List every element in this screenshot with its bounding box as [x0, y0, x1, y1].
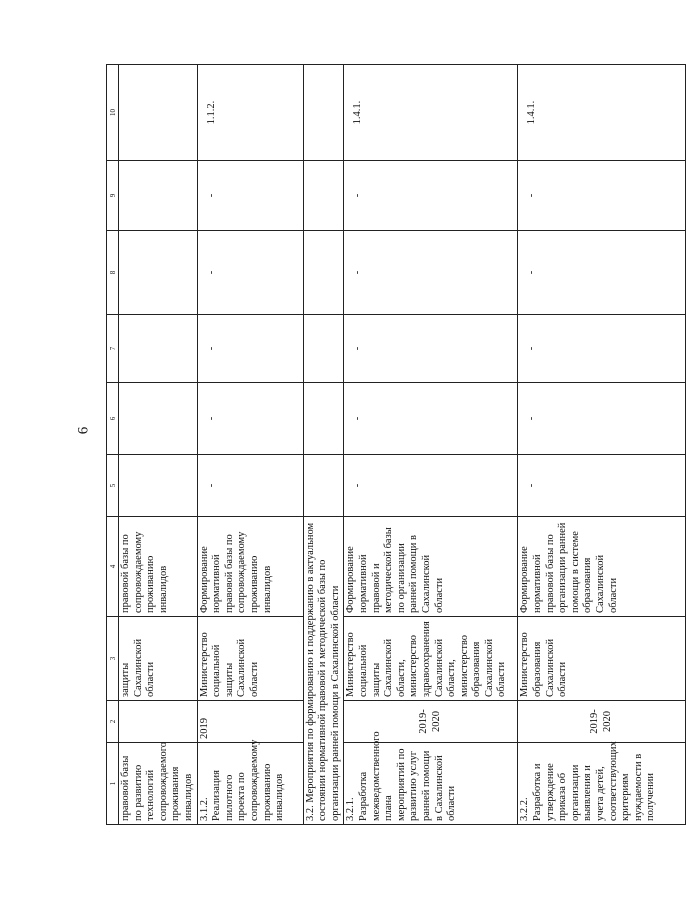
header-cell-5: 5 — [107, 455, 119, 517]
value-cell: - — [518, 161, 686, 231]
header-cell-7: 7 — [107, 315, 119, 383]
table-row — [197, 65, 303, 825]
value-cell: - — [518, 455, 686, 517]
period-cell: 2019-2020 — [344, 701, 518, 743]
value-cell: - — [197, 315, 303, 383]
rotated-table-container — [106, 65, 657, 825]
value-cell: - — [197, 231, 303, 315]
header-cell-9: 9 — [107, 161, 119, 231]
value-cell: - — [518, 383, 686, 455]
reference-cell: 1.4.1. — [344, 65, 518, 161]
result-cell: Формирование нормативной правовой базы по организации ранней помощи в системе образования Сахалинской области — [518, 517, 686, 617]
header-cell-4: 4 — [107, 517, 119, 617]
section-heading: 3.2. Мероприятия по формированию и поддержанию в актуальном состоянии нормативной правовой и методической базы по организации ранней помощи в Сахалинской области — [303, 517, 344, 825]
value-cell: - — [344, 161, 518, 231]
header-cell-3: 3 — [107, 617, 119, 701]
page-number: 6 — [75, 426, 92, 435]
reference-cell: 1.4.1. — [518, 65, 686, 161]
result-cell: правовой базы по сопровождаемому проживанию инвалидов — [119, 517, 198, 617]
header-row — [107, 65, 119, 825]
period-cell: 2019-2020 — [518, 701, 686, 743]
result-cell: Формирование нормативной правовой и методической базы по организации ранней помощи в Сахалинской области — [344, 517, 518, 617]
measure-name: 3.2.2. Разработка и утверждение приказа об организации выявления и учета детей, соответствующих критериям нуждаемости в получении — [518, 743, 686, 825]
reference-cell — [119, 65, 198, 161]
header-cell-1: 1 — [107, 743, 119, 825]
table-row — [518, 65, 686, 825]
measure-name: 3.2.1. Разработка межведомственного плана мероприятий по развитию услуг ранней помощи в Сахалинской области — [344, 743, 518, 825]
value-cell: - — [197, 161, 303, 231]
header-cell-8: 8 — [107, 231, 119, 315]
measure-name: правовой базы по развитию технологий сопровождаемого проживания инвалидов — [119, 743, 198, 825]
table-row — [344, 65, 518, 825]
executor-cell: защиты Сахалинской области — [119, 617, 198, 701]
value-cell: - — [344, 383, 518, 455]
value-cell: - — [197, 383, 303, 455]
value-cell — [119, 161, 198, 231]
executor-cell: Министерство социальной защиты Сахалинской области, министерство здравоохранения Сахалинской области, министерство образования Сахалинской области — [344, 617, 518, 701]
value-cell — [119, 231, 198, 315]
executor-cell: Министерство социальной защиты Сахалинской области — [197, 617, 303, 701]
value-cell — [119, 383, 198, 455]
value-cell: - — [344, 231, 518, 315]
reference-cell: 1.1.2. — [197, 65, 303, 161]
measure-name: 3.1.2. Реализация пилотного проекта по сопровождаемому проживанию инвалидов — [197, 743, 303, 825]
executor-cell: Министерство образования Сахалинской области — [518, 617, 686, 701]
value-cell: - — [344, 455, 518, 517]
value-cell: - — [197, 455, 303, 517]
value-cell — [119, 455, 198, 517]
value-cell: - — [518, 315, 686, 383]
header-cell-2: 2 — [107, 701, 119, 743]
measures-table — [106, 64, 686, 825]
header-cell-10: 10 — [107, 65, 119, 161]
result-cell: Формирование нормативной правовой базы по сопровождаемому проживанию инвалидов — [197, 517, 303, 617]
header-cell-6: 6 — [107, 383, 119, 455]
period-cell — [119, 701, 198, 743]
value-cell: - — [344, 315, 518, 383]
value-cell: - — [518, 231, 686, 315]
table-row — [119, 65, 198, 825]
section-row — [303, 65, 344, 825]
period-cell: 2019 — [197, 701, 303, 743]
value-cell — [119, 315, 198, 383]
